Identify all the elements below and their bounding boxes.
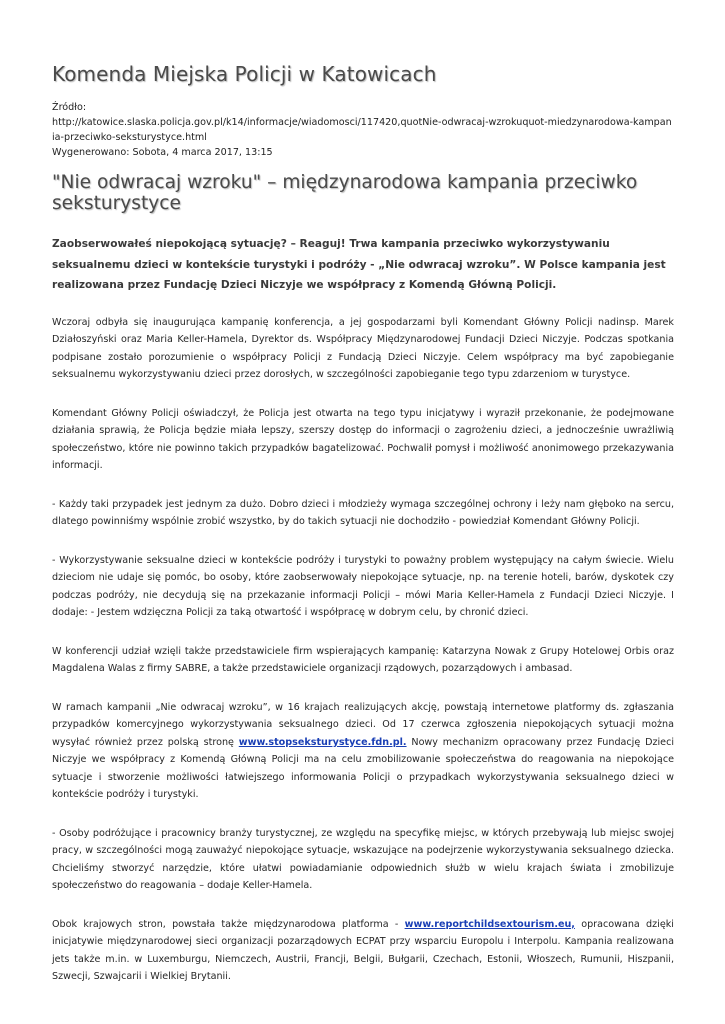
- stopseksturystyce-link[interactable]: www.stopseksturystyce.fdn.pl.: [238, 736, 407, 748]
- paragraph-8: [52, 916, 674, 986]
- paragraph-3: - Każdy taki przypadek jest jednym za dużo. Dobro dzieci i młodzieży wymaga szczególnej ochrony i leży nam głęboko na sercu, dlatego powinniśmy wspólnie zrobić wszystko, by do takich sytuacji nie dochodziło - powiedział Komendant Główny Policji.: [52, 498, 674, 527]
- paragraph-6: [52, 699, 674, 804]
- paragraph-4: - Wykorzystywanie seksualne dzieci w kontekście podróży i turystyki to poważny problem występujący na całym świecie. Wielu dzieciom nie udaje się pomóc, bo osoby, które zaobserwowały niepokojące sytuacje, np. na terenie hoteli, barów, dyskotek czy podczas podróży, nie decydują się na przekazanie informacji Policji – mówi Maria Keller-Hamela z Fundacji Dzieci Niczyje. I dodaje: - Jestem wdzięczna Policji za taką otwartość i współpracę w dobrym celu, by chronić dzieci.: [52, 554, 674, 618]
- paragraph-1: Wczoraj odbyła się inaugurująca kampanię konferencja, a jej gospodarzami byli Komendant Główny Policji nadinsp. Marek Działoszyński oraz Maria Keller-Hamela, Dyrektor ds. Współpracy Międzynarodowej Fundacji Dzieci Niczyje. Podczas spotkania podpisane zostało porozumienie o współpracy Policji z Fundacją Dzieci Niczyje. Celem współpracy ma być zapobieganie seksualnemu wykorzystywaniu dzieci przez dorosłych, w szczególności zapobieganie tego typu zdarzeniom w turystyce.: [52, 316, 674, 380]
- paragraph-8-text-after: opracowana dzięki inicjatywie międzynarodowej sieci organizacji pozarządowych ECPAT przy wsparciu Europolu i Interpolu. Kampania realizowana jets także m.in. w Luxemburgu, Niemczech, Austrii, Francji, Belgii, Bułgarii, Czechach, Estonii, Włoszech, Rumunii, Hiszpanii, Szwecji, Szwajcarii i Wielkiej Brytanii.: [52, 918, 674, 982]
- paragraph-6-text-after: Nowy mechanizm opracowany przez Fundację Dzieci Niczyje we współpracy z Komendą Główną Policji ma na celu zmobilizowanie społeczeństwa do reagowania na niepokojące sytuacje i stworzenie możliwości łatwiejszego informowania Policji o przypadkach wykorzystywania seksualnego dzieci w kontekście podróży i turystyki.: [52, 736, 675, 800]
- paragraph-2: Komendant Główny Policji oświadczył, że Policja jest otwarta na tego typu inicjatywy i wyraził przekonanie, że podejmowane działania sprawią, że Policja będzie miała lepszy, szerszy dostęp do informacji o zagrożeniu dzieci, a jednocześnie uwrażliwią społeczeństwo, które nie powinno takich przypadków bagatelizować. Pochwalił pomysł i możliwość anonimowego przekazywania informacji.: [52, 407, 674, 471]
- site-title: Komenda Miejska Policji w Katowicach: [52, 62, 437, 86]
- document-meta: [52, 100, 674, 160]
- paragraph-8-text-before: Obok krajowych stron, powstała także międzynarodowa platforma -: [52, 918, 405, 930]
- paragraph-7: - Osoby podróżujące i pracownicy branży turystycznej, ze względu na specyfikę miejsc, w których przebywają lub miejsc swojej pracy, w szczególności mogą zauważyć niepokojące sytuacje, wskazujące na podejrzenie wykorzystywania seksualnego dziecka. Chcieliśmy stworzyć narzędzie, które ułatwi powiadamianie odpowiednich służb w wielu krajach świata i zmobilizuje społeczeństwo do reagowania – dodaje Keller-Hamela.: [52, 827, 674, 891]
- paragraph-6-text-before: W ramach kampanii „Nie odwracaj wzroku”, w 16 krajach realizujących akcję, powstają internetowe platformy ds. zgłaszania przypadków komercyjnego wykorzystywania seksualnego dzieci. Od 17 czerwca zgłoszenia niepokojących sytuacji można wysyłać również przez polską stronę: [52, 701, 674, 748]
- article-title: "Nie odwracaj wzroku" – międzynarodowa kampania przeciwko seksturystyce: [52, 172, 638, 214]
- document-page: [52, 62, 674, 986]
- reportchildsextourism-link[interactable]: www.reportchildsextourism.eu,: [404, 918, 575, 930]
- article-lead: Zaobserwowałeś niepokojącą sytuację? – Reaguj! Trwa kampania przeciwko wykorzystywaniu seksualnemu dzieci w kontekście turystyki i podróży - „Nie odwracaj wzroku”. W Polsce kampania jest realizowana przez Fundację Dzieci Niczyje we współpracy z Komendą Główną Policji.: [52, 238, 666, 291]
- source-label: Źródło:: [52, 102, 87, 113]
- source-url: http://katowice.slaska.policja.gov.pl/k14/informacje/wiadomosci/117420,quotNie-odwracaj-wzrokuquot-miedzynarodowa-kampania-przeciwko-seksturystyce.html: [52, 117, 672, 143]
- generated-timestamp: Wygenerowano: Sobota, 4 marca 2017, 13:15: [52, 147, 273, 158]
- paragraph-5: W konferencji udział wzięli także przedstawiciele firm wspierających kampanię: Katarzyna Nowak z Grupy Hotelowej Orbis oraz Magdalena Walas z firmy SABRE, a także przedstawiciele organizacji rządowych, pozarządowych i ambasad.: [52, 645, 674, 674]
